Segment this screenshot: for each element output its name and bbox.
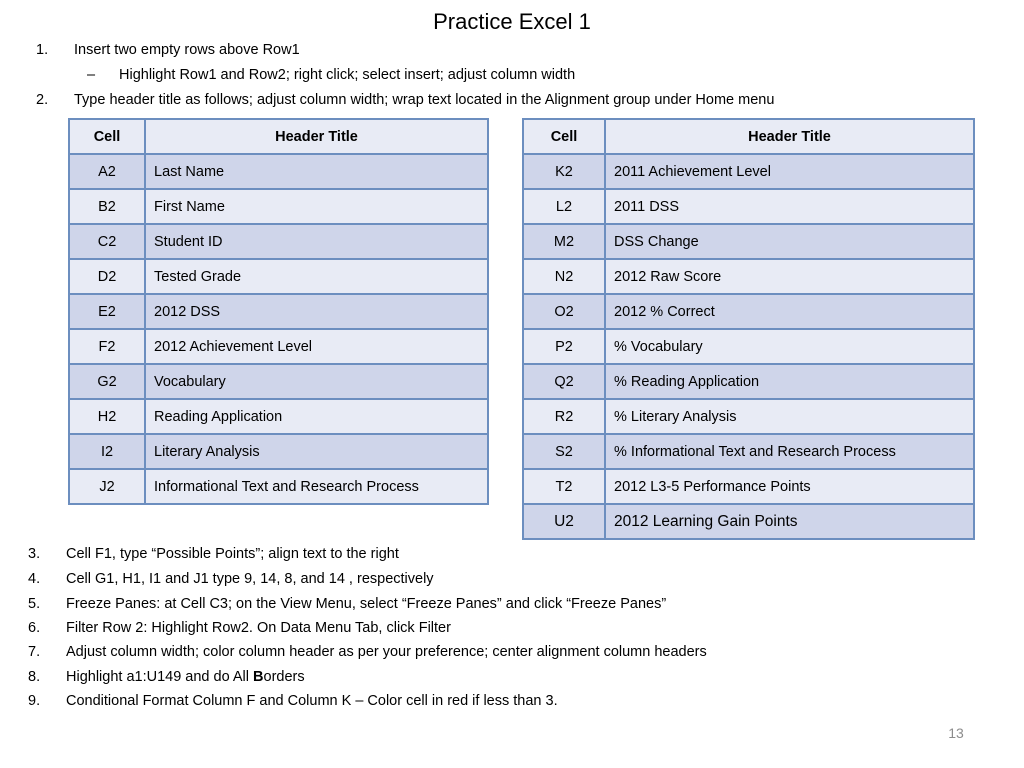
cell-reference: K2 [523,154,605,189]
table-header-row [523,119,974,154]
column-header-title: Header Title [605,119,974,154]
cell-reference: L2 [523,189,605,224]
right-header-table [522,118,975,540]
cell-reference: I2 [69,434,145,469]
cell-reference: M2 [523,224,605,259]
cell-reference: R2 [523,399,605,434]
left-header-table [68,118,489,505]
column-header-cell: Cell [523,119,605,154]
step-text: Insert two empty rows above Row1 [74,42,300,58]
table-row [523,364,974,399]
step-number: 6. [28,620,41,636]
step-text: Filter Row 2: Highlight Row2. On Data Menu Tab, click Filter [66,620,451,636]
header-title-value: Student ID [145,224,488,259]
header-title-value: 2012 Raw Score [605,259,974,294]
cell-reference: G2 [69,364,145,399]
sub-step-text: Highlight Row1 and Row2; right click; select insert; adjust column width [119,67,576,83]
table-row [523,399,974,434]
header-title-value: 2012 L3-5 Performance Points [605,469,974,504]
step-number: 9. [28,693,41,709]
table-row [69,154,488,189]
cell-reference: O2 [523,294,605,329]
cell-reference: S2 [523,434,605,469]
header-title-value: % Informational Text and Research Process [605,434,974,469]
cell-reference: E2 [69,294,145,329]
step-text: Adjust column width; color column header as per your preference; center alignment column headers [66,644,707,660]
table-row [69,259,488,294]
step-text: Cell F1, type “Possible Points”; align text to the right [66,546,399,562]
header-title-value: Tested Grade [145,259,488,294]
column-header-cell: Cell [69,119,145,154]
cell-reference: D2 [69,259,145,294]
step-text: Freeze Panes: at Cell C3; on the View Menu, select “Freeze Panes” and click “Freeze Panes” [66,596,667,612]
step-text [66,668,305,686]
step-text-part: Highlight a1:U149 and do All [66,669,254,685]
step-number: 2. [36,92,49,108]
step-number: 3. [28,546,41,562]
cell-reference: T2 [523,469,605,504]
header-title-value: 2012 Achievement Level [145,329,488,364]
step-number: 4. [28,571,41,587]
table-row [69,224,488,259]
header-title-value: 2012 DSS [145,294,488,329]
table-row [69,364,488,399]
table-row [523,154,974,189]
header-title-value: Reading Application [145,399,488,434]
header-title-value: 2011 DSS [605,189,974,224]
table-row [523,259,974,294]
cell-reference: F2 [69,329,145,364]
header-title-value: Last Name [145,154,488,189]
header-title-value: Vocabulary [145,364,488,399]
table-row [69,329,488,364]
cell-reference: Q2 [523,364,605,399]
header-title-value: % Literary Analysis [605,399,974,434]
table-row [523,189,974,224]
table-row [69,399,488,434]
table-row [523,294,974,329]
step-text: Type header title as follows; adjust column width; wrap text located in the Alignment group under Home menu [74,92,775,108]
header-title-value: % Vocabulary [605,329,974,364]
table-row [523,434,974,469]
cell-reference: P2 [523,329,605,364]
table-row [69,469,488,504]
table-row [523,504,974,539]
table-header-row [69,119,488,154]
table-row [523,224,974,259]
header-title-value: 2011 Achievement Level [605,154,974,189]
table-row [523,469,974,504]
cell-reference: A2 [69,154,145,189]
step-text: Cell G1, H1, I1 and J1 type 9, 14, 8, and 14 , respectively [66,571,434,587]
header-title-value: First Name [145,189,488,224]
column-header-title: Header Title [145,119,488,154]
table-row [69,434,488,469]
step-text: Conditional Format Column F and Column K – Color cell in red if less than 3. [66,693,558,709]
step-text-part: orders [263,669,305,685]
header-title-value: 2012 % Correct [605,294,974,329]
sub-step-dash: – [87,67,96,83]
cell-reference: J2 [69,469,145,504]
cell-reference: U2 [523,504,605,539]
slide-title: Practice Excel 1 [433,9,591,34]
cell-reference: C2 [69,224,145,259]
header-title-value: Literary Analysis [145,434,488,469]
header-title-value: Informational Text and Research Process [145,469,488,504]
step-number: 5. [28,596,41,612]
header-title-value: DSS Change [605,224,974,259]
table-row [523,329,974,364]
step-number: 7. [28,644,41,660]
cell-reference: B2 [69,189,145,224]
page-number: 13 [948,725,964,741]
cell-reference: N2 [523,259,605,294]
header-title-value: % Reading Application [605,364,974,399]
step-number: 1. [36,42,49,58]
step-number: 8. [28,669,41,685]
step-text-bold: B [253,669,264,685]
table-row [69,189,488,224]
table-row [69,294,488,329]
cell-reference: H2 [69,399,145,434]
header-title-value: 2012 Learning Gain Points [605,504,974,539]
